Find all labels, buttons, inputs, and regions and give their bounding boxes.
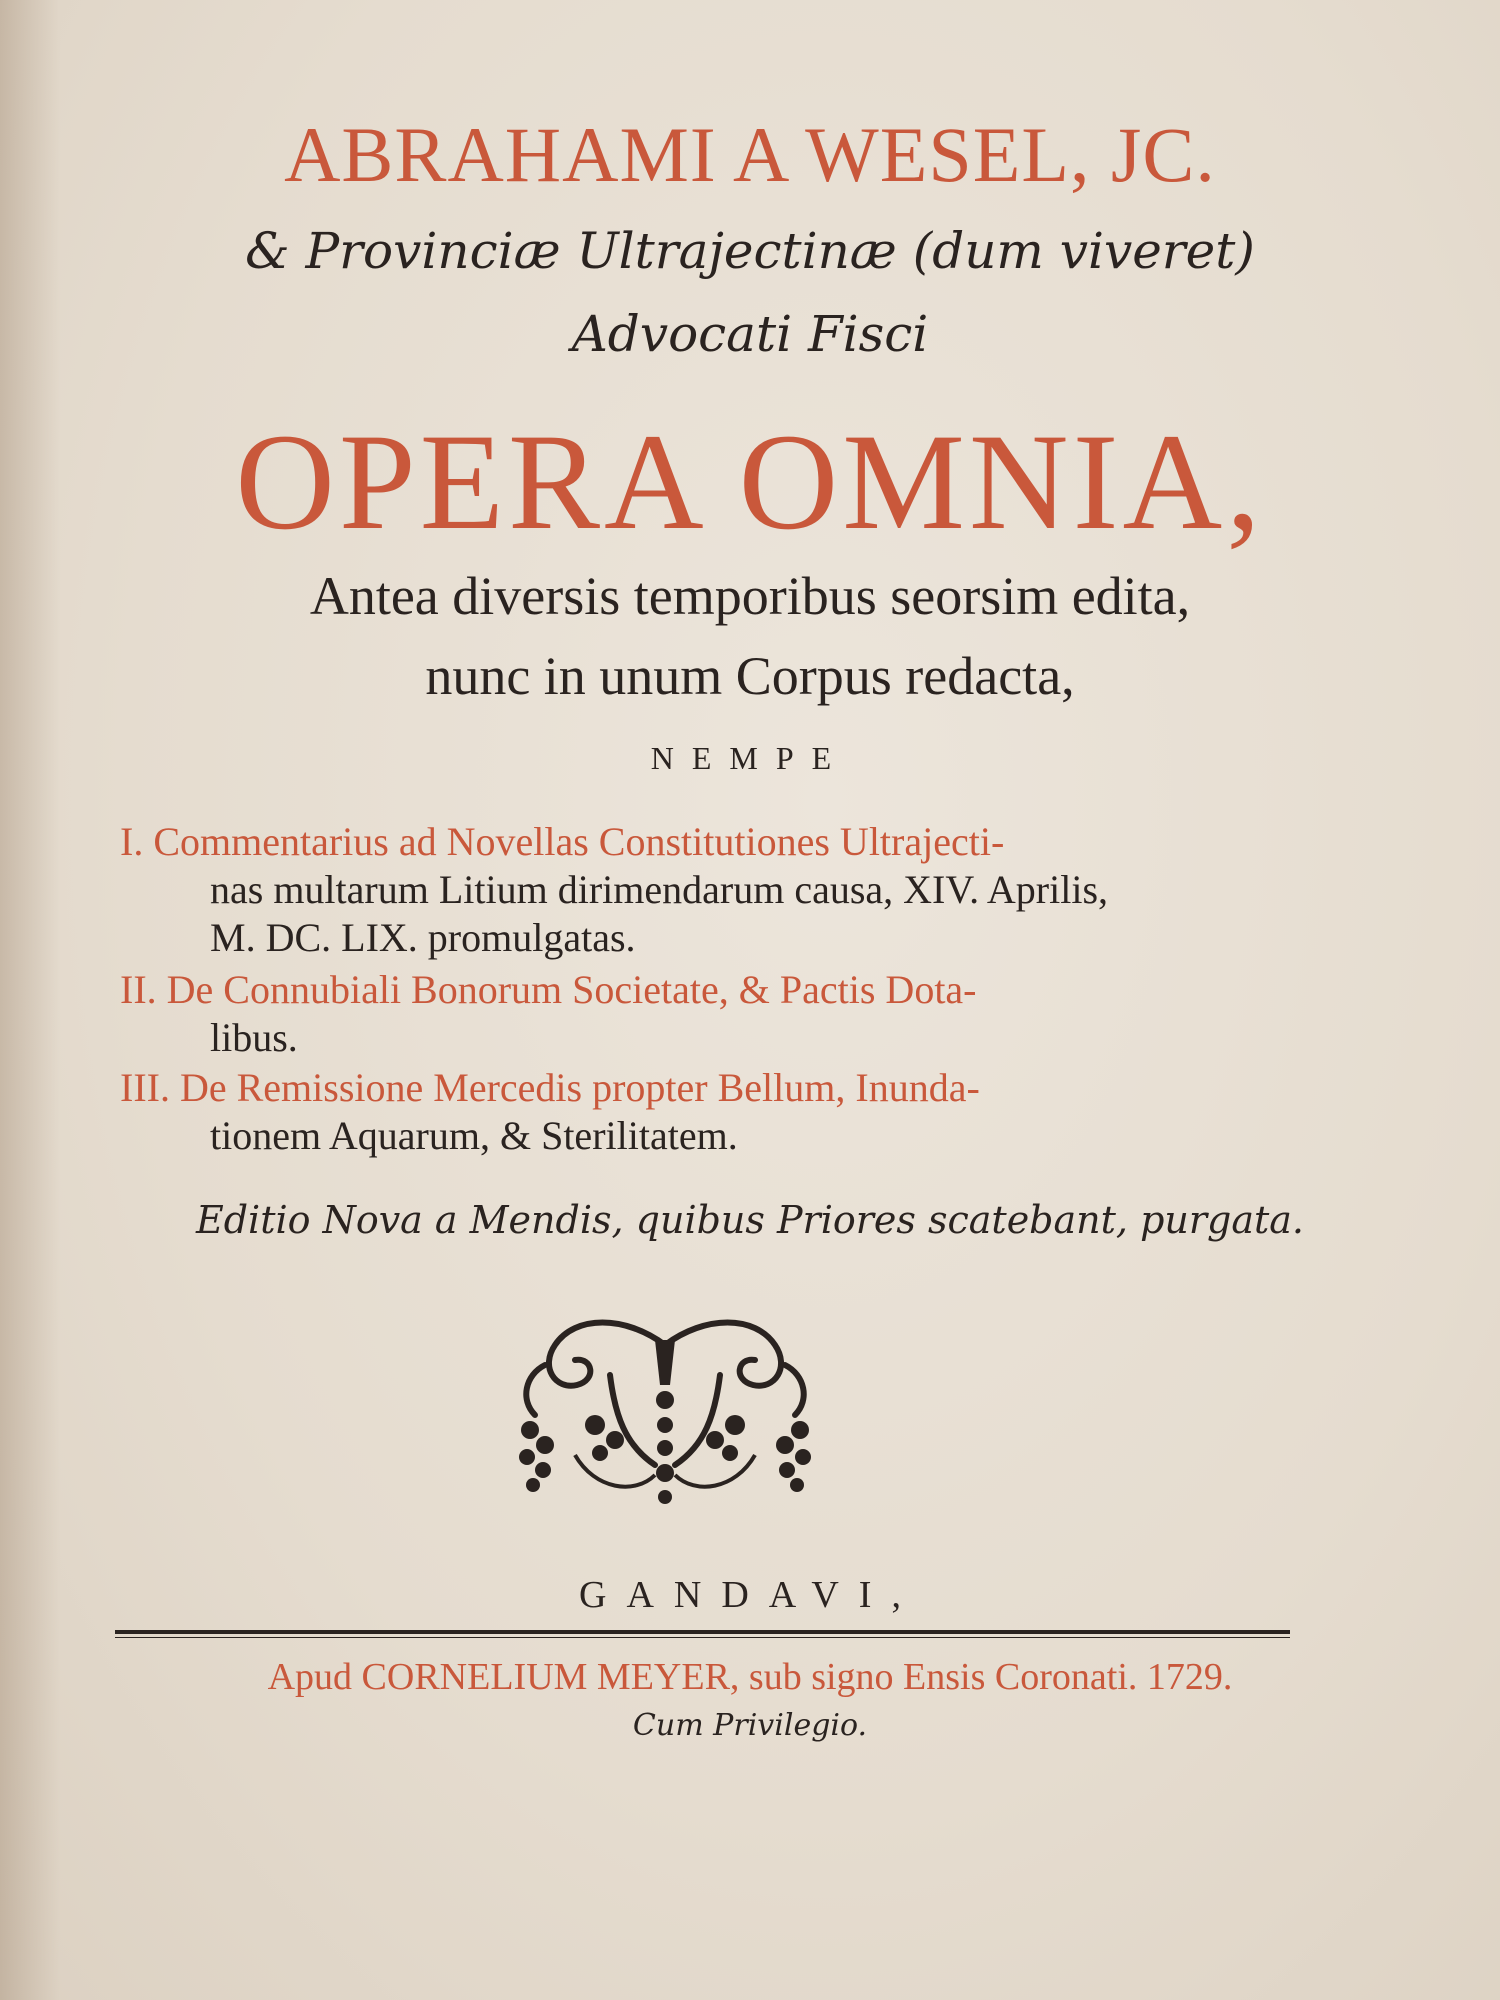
imprint-place: GANDAVI, — [579, 1574, 921, 1616]
privilege-note: Cum Privilegio. — [632, 1708, 868, 1743]
contents-item — [120, 1064, 1300, 1160]
author-office-line: & Provinciæ Ultrajectinæ (dum viveret) — [245, 222, 1255, 280]
contents-item-continuation: tionem Aquarum, & Sterilitatem. — [210, 1113, 738, 1158]
imprint-publisher: Apud CORNELIUM MEYER, sub signo Ensis Coronati. 1729. — [267, 1656, 1233, 1698]
author-office-line-2: Advocati Fisci — [571, 305, 929, 363]
contents-item-continuation: M. DC. LIX. promulgatas. — [210, 915, 636, 960]
printer-ornament-icon — [505, 1305, 825, 1515]
contents-item-title: De Connubiali Bonorum Societate, & Pactis Dota- — [166, 967, 977, 1012]
imprint-rule-thin — [115, 1637, 1290, 1638]
subtitle-line-1: Antea diversis temporibus seorsim edita, — [309, 566, 1191, 626]
contents-item-number: III. — [120, 1065, 170, 1110]
contents-item-continuation: nas multarum Litium dirimendarum causa, XIV. Aprilis, — [210, 867, 1109, 912]
edition-note: Editio Nova a Mendis, quibus Priores scatebant, purgata. — [195, 1198, 1305, 1242]
imprint-rule — [115, 1630, 1290, 1634]
contents-item — [120, 818, 1300, 962]
main-title: OPERA OMNIA, — [235, 405, 1265, 558]
contents-item-number: II. — [120, 967, 157, 1012]
contents-item-number: I. — [120, 819, 144, 864]
subtitle-line-2: nunc in unum Corpus redacta, — [425, 646, 1075, 706]
nempe-heading: NEMPE — [650, 740, 850, 776]
author-name: ABRAHAMI A WESEL, JC. — [284, 111, 1216, 198]
contents-item-continuation: libus. — [210, 1015, 298, 1060]
contents-item-title: Commentarius ad Novellas Constitutiones Ultrajecti- — [153, 819, 1005, 864]
contents-item — [120, 966, 1300, 1062]
contents-item-title: De Remissione Mercedis propter Bellum, Inunda- — [179, 1065, 980, 1110]
